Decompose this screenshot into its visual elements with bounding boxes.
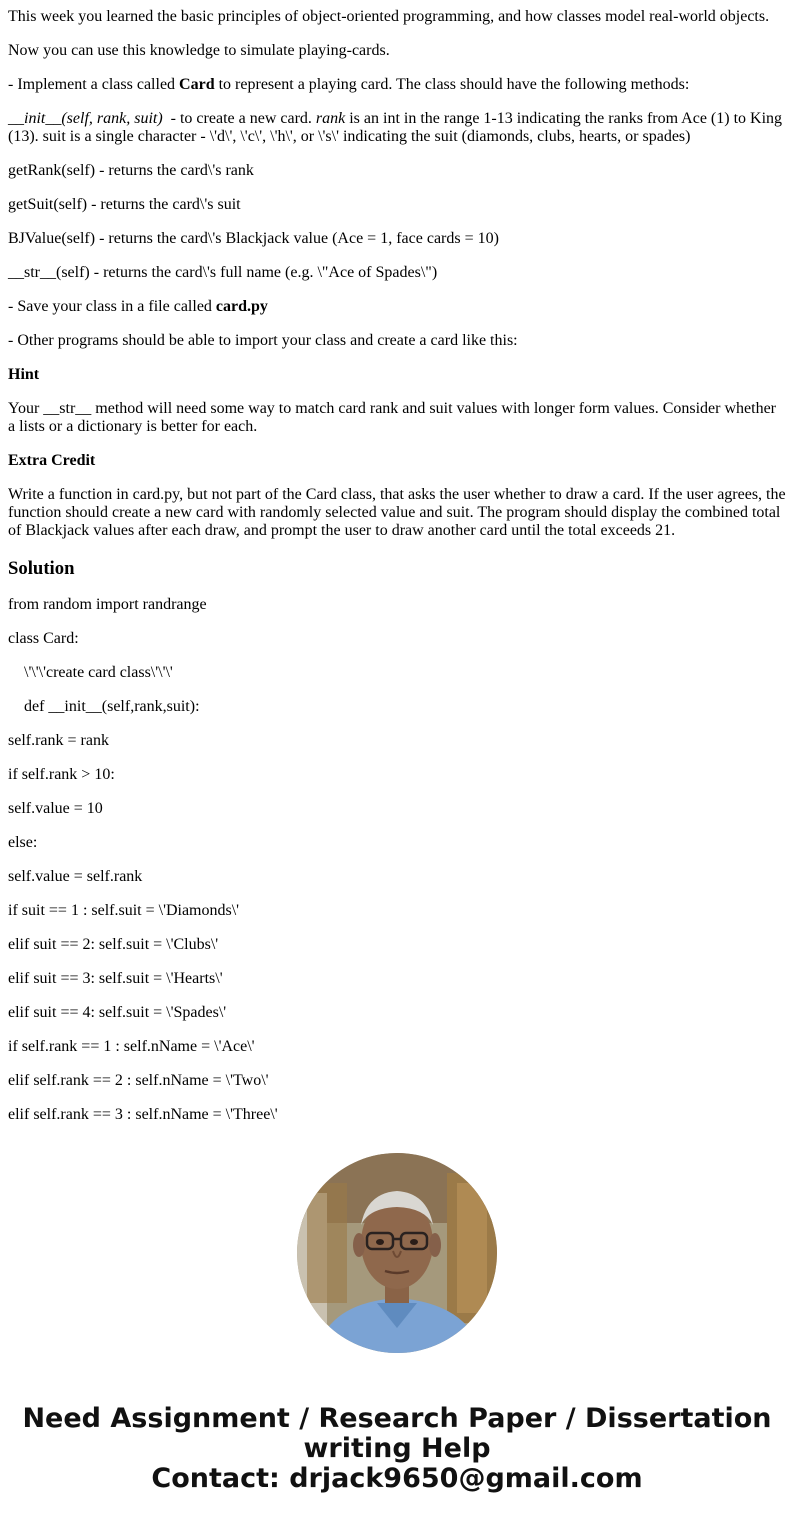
save-instruction (8, 298, 786, 316)
solution-heading: Solution (8, 558, 75, 579)
code-line: self.value = self.rank (8, 868, 143, 885)
init-method-description (8, 110, 786, 146)
code-line: \'\'\'create card class\'\'\' (24, 664, 173, 681)
code-line: from random import randrange (8, 596, 207, 613)
code-line: elif self.rank == 2 : self.nName = \'Two\' (8, 1072, 269, 1089)
save-prefix: - Save your class in a file called (8, 298, 216, 315)
code-line: if self.rank == 1 : self.nName = \'Ace\' (8, 1038, 255, 1055)
extra-credit-heading-text: Extra Credit (8, 452, 96, 469)
code-line: if self.rank > 10: (8, 766, 115, 783)
code-line: elif suit == 4: self.suit = \'Spades\' (8, 1004, 227, 1021)
extra-credit-heading (8, 452, 786, 470)
solution-code (8, 596, 786, 1124)
class-name: Card (179, 76, 215, 93)
method-description: BJValue(self) - returns the card\'s Blackjack value (Ace = 1, face cards = 10) (8, 230, 499, 247)
hint-text: Your __str__ method will need some way to match card rank and suit values with longer form values. Consider whether a lists or a dictionary is better for each. (8, 400, 776, 435)
save-filename: card.py (215, 298, 268, 315)
implement-prefix: - Implement a class called (8, 76, 180, 93)
extra-credit-text: Write a function in card.py, but not part of the Card class, that asks the user whether to draw a card. If the user agrees, the function should create a new card with randomly selected value and suit. The program should display the combined total of Blackjack values after each draw, and prompt the user to draw another card until the total exceeds 21. (8, 486, 786, 539)
implement-instruction (8, 76, 786, 94)
hint-heading (8, 366, 786, 384)
promo-line: writing Help (303, 1433, 491, 1464)
code-line: else: (8, 834, 38, 851)
code-line: if suit == 1 : self.suit = \'Diamonds\' (8, 902, 240, 919)
promo-line: Need Assignment / Research Paper / Dissertation (22, 1403, 772, 1434)
author-portrait-image (297, 1153, 497, 1353)
code-line: self.value = 10 (8, 800, 103, 817)
code-line: def __init__(self,rank,suit): (24, 698, 200, 715)
import-note: - Other programs should be able to import your class and create a card like this: (8, 332, 518, 349)
intro-paragraph: This week you learned the basic principles of object-oriented programming, and how classes model real-world objects. (8, 8, 770, 25)
init-signature: __init__(self, rank, suit) (8, 110, 163, 127)
code-line: self.rank = rank (8, 732, 109, 749)
promo-banner (0, 1404, 794, 1494)
method-description: getRank(self) - returns the card\'s rank (8, 162, 254, 179)
code-line: elif self.rank == 3 : self.nName = \'Three\' (8, 1106, 278, 1123)
method-description: __str__(self) - returns the card\'s full name (e.g. \"Ace of Spades\") (8, 264, 438, 281)
author-photo (297, 1153, 497, 1353)
code-line: elif suit == 3: self.suit = \'Hearts\' (8, 970, 223, 987)
method-description: getSuit(self) - returns the card\'s suit (8, 196, 241, 213)
hint-heading-text: Hint (8, 366, 40, 383)
promo-contact: Contact: drjack9650@gmail.com (151, 1463, 643, 1494)
rank-word: rank (315, 110, 346, 127)
code-line: class Card: (8, 630, 79, 647)
init-text: - to create a new card. (162, 110, 316, 127)
init-text-rest: is an int in the range 1-13 indicating the ranks from Ace (1) to King (13). suit is a single character - \'d\', \'c\', \'h\', or \'s\' indicating the suit (diamonds, clubs, hearts, or spades) (8, 110, 783, 145)
implement-suffix: to represent a playing card. The class should have the following methods: (214, 76, 690, 93)
code-line: elif suit == 2: self.suit = \'Clubs\' (8, 936, 219, 953)
intro-paragraph: Now you can use this knowledge to simulate playing-cards. (8, 42, 390, 59)
